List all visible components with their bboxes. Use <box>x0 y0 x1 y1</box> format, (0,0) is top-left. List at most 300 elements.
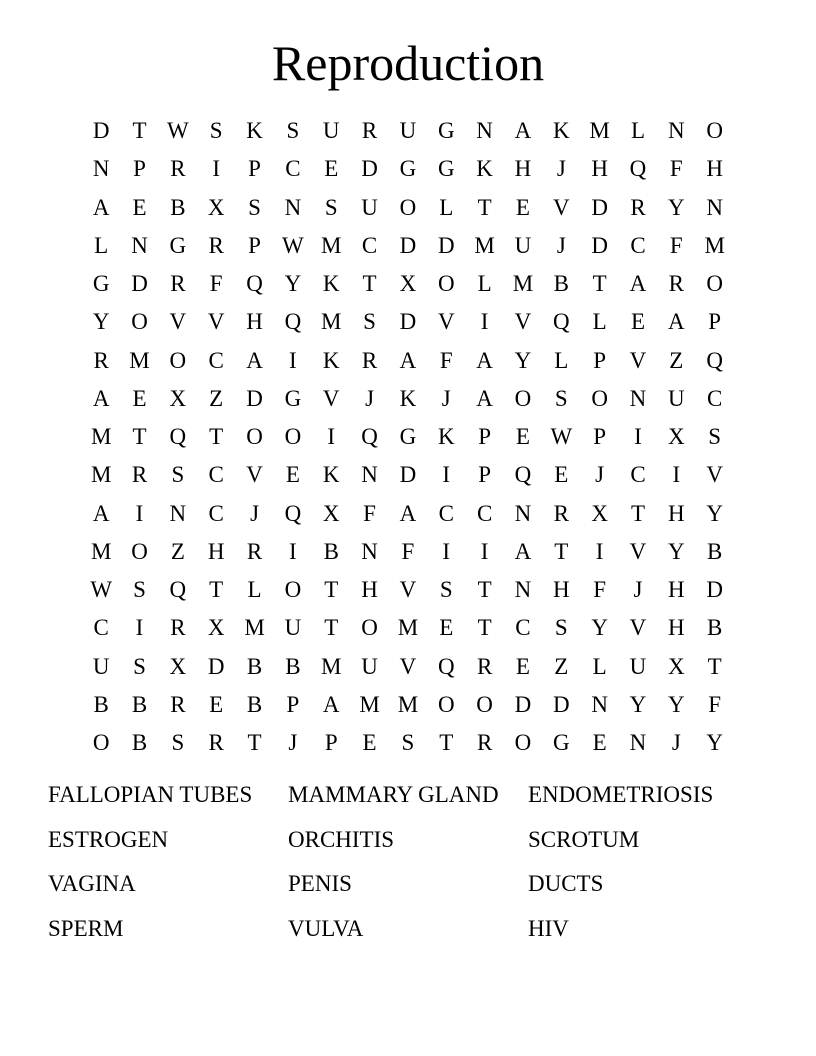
grid-letter[interactable]: R <box>208 232 224 258</box>
grid-letter[interactable]: J <box>595 462 605 488</box>
grid-letter[interactable]: C <box>285 156 301 182</box>
grid-letter[interactable]: Y <box>92 309 110 335</box>
grid-letter[interactable]: S <box>209 118 223 143</box>
grid-letter[interactable]: O <box>361 615 378 641</box>
grid-letter[interactable]: E <box>515 424 530 449</box>
grid-letter[interactable]: K <box>437 424 455 449</box>
grid-letter[interactable]: B <box>323 538 339 564</box>
grid-letter[interactable]: A <box>668 309 685 335</box>
grid-letter[interactable]: E <box>132 194 147 220</box>
grid-letter[interactable]: P <box>708 309 722 335</box>
grid-row <box>82 571 734 609</box>
grid-letter[interactable]: G <box>399 156 417 182</box>
grid-letter[interactable]: C <box>93 615 109 641</box>
grid-letter[interactable]: I <box>442 538 451 564</box>
word-list-item: ESTROGEN <box>48 826 169 852</box>
grid-letter[interactable]: O <box>399 194 417 220</box>
grid-letter[interactable]: W <box>167 118 189 143</box>
grid-letter[interactable]: Q <box>284 309 302 335</box>
grid-letter[interactable]: R <box>361 118 378 143</box>
grid-letter[interactable]: L <box>554 347 569 373</box>
grid-letter[interactable]: H <box>668 500 685 526</box>
grid-letter[interactable]: V <box>322 385 340 411</box>
grid-letter[interactable]: Y <box>668 538 685 564</box>
grid-letter[interactable]: X <box>169 385 187 411</box>
grid-letter[interactable]: F <box>209 271 223 296</box>
grid-letter[interactable]: I <box>327 424 336 449</box>
grid-letter[interactable]: N <box>591 691 608 717</box>
grid-letter[interactable]: E <box>630 309 646 335</box>
grid-letter[interactable]: V <box>399 653 417 679</box>
word-list <box>48 778 768 957</box>
grid-letter[interactable]: L <box>247 577 262 602</box>
grid-letter[interactable]: V <box>629 347 647 373</box>
grid-letter[interactable]: C <box>208 347 224 373</box>
grid-letter[interactable]: X <box>169 653 187 679</box>
grid-letter[interactable]: P <box>133 156 146 182</box>
grid-letter[interactable]: W <box>282 232 304 258</box>
grid-letter[interactable]: X <box>399 271 417 296</box>
grid-letter[interactable]: D <box>591 232 608 258</box>
grid-letter[interactable]: O <box>591 385 608 411</box>
grid-letter[interactable]: E <box>439 615 454 641</box>
grid-letter[interactable]: L <box>477 271 492 296</box>
grid-letter[interactable]: I <box>672 462 681 488</box>
grid-letter[interactable]: G <box>92 271 110 296</box>
grid-letter[interactable]: T <box>324 577 339 602</box>
grid-letter[interactable]: Q <box>169 424 187 449</box>
grid-letter[interactable]: I <box>135 615 144 641</box>
grid-letter[interactable]: V <box>399 577 417 602</box>
grid-letter[interactable]: J <box>556 156 566 182</box>
grid-letter[interactable]: E <box>324 156 339 182</box>
grid-letter[interactable]: Q <box>437 653 455 679</box>
grid-letter[interactable]: D <box>361 156 378 182</box>
grid-letter[interactable]: F <box>439 347 453 373</box>
grid-letter[interactable]: B <box>553 271 569 296</box>
grid-letter[interactable]: J <box>250 500 260 526</box>
grid-letter[interactable]: O <box>131 538 148 564</box>
grid-row <box>82 189 734 227</box>
grid-letter[interactable]: N <box>361 538 378 564</box>
grid-letter[interactable]: G <box>552 730 570 755</box>
grid-letter[interactable]: U <box>514 232 532 258</box>
grid-letter[interactable]: N <box>476 118 493 143</box>
grid-letter[interactable]: T <box>324 615 339 641</box>
grid-letter[interactable]: M <box>321 309 342 335</box>
grid-letter[interactable]: R <box>131 462 148 488</box>
grid-letter[interactable]: N <box>284 194 302 220</box>
grid-letter[interactable]: T <box>554 538 569 564</box>
grid-letter[interactable]: X <box>591 500 608 526</box>
grid-letter[interactable]: N <box>514 577 532 602</box>
grid-letter[interactable]: A <box>399 500 417 526</box>
grid-letter[interactable]: U <box>399 118 417 143</box>
grid-letter[interactable]: M <box>704 232 725 258</box>
grid-letter[interactable]: M <box>129 347 150 373</box>
grid-letter[interactable]: Z <box>554 653 569 679</box>
grid-letter[interactable]: Z <box>209 385 224 411</box>
grid-letter[interactable]: S <box>248 194 261 220</box>
grid-letter[interactable]: U <box>361 194 378 220</box>
grid-letter[interactable]: W <box>550 424 573 449</box>
grid-letter[interactable]: F <box>708 691 722 717</box>
grid-letter[interactable]: R <box>361 347 378 373</box>
grid-letter[interactable]: P <box>324 730 338 755</box>
grid-letter[interactable]: S <box>554 385 568 411</box>
grid-letter[interactable]: Y <box>591 615 608 641</box>
grid-letter[interactable]: D <box>399 462 417 488</box>
grid-letter[interactable]: W <box>90 577 113 602</box>
grid-letter[interactable]: O <box>706 271 723 296</box>
grid-letter[interactable]: T <box>592 271 607 296</box>
grid-letter[interactable]: O <box>169 347 187 373</box>
grid-letter[interactable]: I <box>595 538 604 564</box>
grid-letter[interactable]: A <box>246 347 263 373</box>
grid-letter[interactable]: I <box>289 538 297 564</box>
grid-letter[interactable]: R <box>170 156 186 182</box>
grid-letter[interactable]: Y <box>514 347 532 373</box>
grid-letter[interactable]: V <box>706 462 723 488</box>
grid-letter[interactable]: Q <box>514 462 532 488</box>
grid-letter[interactable]: Q <box>552 309 570 335</box>
grid-letter[interactable]: J <box>633 577 643 602</box>
grid-letter[interactable]: Z <box>170 538 185 564</box>
grid-letter[interactable]: U <box>284 615 302 641</box>
grid-letter[interactable]: H <box>706 156 723 182</box>
grid-letter[interactable]: T <box>132 118 147 143</box>
grid-letter[interactable]: S <box>708 424 722 449</box>
grid-letter[interactable]: R <box>668 271 684 296</box>
grid-letter[interactable]: T <box>707 653 722 679</box>
grid-letter[interactable]: P <box>593 347 607 373</box>
grid-letter[interactable]: R <box>476 730 493 755</box>
grid-letter[interactable]: R <box>170 271 186 296</box>
grid-letter[interactable]: H <box>514 156 532 182</box>
word-list-row <box>48 867 768 912</box>
grid-letter[interactable]: E <box>362 730 377 755</box>
grid-letter[interactable]: D <box>92 118 110 143</box>
grid-letter[interactable]: E <box>209 691 224 717</box>
grid-letter[interactable]: B <box>131 691 148 717</box>
grid-letter[interactable]: X <box>668 424 685 449</box>
grid-letter[interactable]: T <box>209 577 224 602</box>
grid-letter[interactable]: O <box>284 577 302 602</box>
grid-letter[interactable]: C <box>630 462 646 488</box>
grid-letter[interactable]: M <box>397 691 419 717</box>
grid-letter[interactable]: Y <box>706 730 723 755</box>
grid-row <box>82 227 734 265</box>
grid-letter[interactable]: B <box>93 691 109 717</box>
grid-letter[interactable]: H <box>361 577 378 602</box>
grid-letter[interactable]: N <box>361 462 378 488</box>
grid-letter[interactable]: K <box>322 462 340 488</box>
grid-letter[interactable]: M <box>244 615 265 641</box>
grid-letter[interactable]: Q <box>361 424 378 449</box>
grid-letter[interactable]: J <box>441 385 451 411</box>
grid-letter[interactable]: E <box>592 730 607 755</box>
grid-row <box>82 609 734 647</box>
grid-letter[interactable]: A <box>92 500 110 526</box>
grid-letter[interactable]: K <box>399 385 417 411</box>
grid-letter[interactable]: G <box>437 156 455 182</box>
grid-letter[interactable]: M <box>512 271 534 296</box>
grid-letter[interactable]: B <box>285 653 301 679</box>
grid-letter[interactable]: M <box>589 118 610 143</box>
grid-letter[interactable]: N <box>131 232 148 258</box>
grid-letter[interactable]: N <box>668 118 685 143</box>
grid-letter[interactable]: N <box>514 500 532 526</box>
grid-letter[interactable]: M <box>90 538 112 564</box>
grid-letter[interactable]: Y <box>284 271 302 296</box>
grid-letter[interactable]: T <box>362 271 377 296</box>
grid-letter[interactable]: I <box>442 462 451 488</box>
grid-letter[interactable]: C <box>208 500 224 526</box>
word-list-item: ORCHITIS <box>288 826 395 852</box>
grid-letter[interactable]: D <box>207 653 225 679</box>
grid-letter[interactable]: V <box>629 538 647 564</box>
grid-letter[interactable]: R <box>170 615 186 641</box>
grid-letter[interactable]: R <box>93 347 109 373</box>
grid-letter[interactable]: N <box>629 385 647 411</box>
grid-letter[interactable]: J <box>556 232 566 258</box>
grid-letter[interactable]: K <box>322 347 340 373</box>
grid-letter[interactable]: D <box>131 271 148 296</box>
grid-letter[interactable]: O <box>246 424 263 449</box>
grid-letter[interactable]: O <box>131 309 148 335</box>
grid-row <box>82 380 734 418</box>
grid-letter[interactable]: T <box>477 577 492 602</box>
grid-letter[interactable]: B <box>246 653 263 679</box>
grid-letter[interactable]: G <box>284 385 302 411</box>
grid-letter[interactable]: Z <box>669 347 684 373</box>
grid-letter[interactable]: A <box>322 691 340 717</box>
grid-letter[interactable]: D <box>514 691 532 717</box>
grid-letter[interactable]: O <box>284 424 302 449</box>
grid-letter[interactable]: K <box>322 271 340 296</box>
grid-letter[interactable]: I <box>634 424 642 449</box>
grid-letter[interactable]: N <box>169 500 187 526</box>
grid-letter[interactable]: Q <box>706 347 723 373</box>
grid-letter[interactable]: S <box>133 577 146 602</box>
grid-letter[interactable]: F <box>401 538 415 564</box>
grid-letter[interactable]: M <box>359 691 380 717</box>
grid-letter[interactable]: I <box>480 538 489 564</box>
word-list-item: SCROTUM <box>528 826 640 852</box>
grid-letter[interactable]: I <box>135 500 144 526</box>
word-list-item: VULVA <box>288 916 364 942</box>
grid-letter[interactable]: U <box>668 385 685 411</box>
grid-letter[interactable]: K <box>246 118 263 143</box>
grid-letter[interactable]: U <box>92 653 110 679</box>
grid-letter[interactable]: L <box>592 309 607 335</box>
grid-letter[interactable]: N <box>92 156 110 182</box>
grid-letter[interactable]: A <box>476 347 493 373</box>
grid-letter[interactable]: V <box>246 462 263 488</box>
grid-letter[interactable]: X <box>207 615 225 641</box>
grid-letter[interactable]: V <box>552 194 570 220</box>
grid-letter[interactable]: R <box>476 653 493 679</box>
grid-letter[interactable]: S <box>363 309 376 335</box>
grid-letter[interactable]: M <box>474 232 495 258</box>
grid-letter[interactable]: R <box>630 194 646 220</box>
grid-letter[interactable]: Q <box>284 500 302 526</box>
grid-letter[interactable]: B <box>707 538 723 564</box>
grid-letter[interactable]: Q <box>246 271 263 296</box>
grid-letter[interactable]: N <box>706 194 723 220</box>
grid-letter[interactable]: R <box>553 500 569 526</box>
grid-letter[interactable]: D <box>437 232 455 258</box>
grid-letter[interactable]: O <box>514 730 532 755</box>
grid-letter[interactable]: S <box>324 194 338 220</box>
grid-letter[interactable]: Y <box>706 500 723 526</box>
grid-letter[interactable]: O <box>476 691 493 717</box>
grid-letter[interactable]: X <box>668 653 685 679</box>
grid-letter[interactable]: E <box>285 462 300 488</box>
grid-letter[interactable]: U <box>322 118 340 143</box>
grid-letter[interactable]: D <box>399 232 417 258</box>
grid-letter[interactable]: R <box>170 691 186 717</box>
grid-letter[interactable]: A <box>399 347 417 373</box>
grid-letter[interactable]: G <box>169 232 187 258</box>
grid-letter[interactable]: Y <box>629 691 647 717</box>
grid-letter[interactable]: S <box>401 730 415 755</box>
grid-letter[interactable]: K <box>476 156 493 182</box>
grid-letter[interactable]: Y <box>668 691 685 717</box>
grid-letter[interactable]: H <box>246 309 263 335</box>
grid-letter[interactable]: S <box>439 577 453 602</box>
grid-letter[interactable]: V <box>207 309 225 335</box>
grid-letter[interactable]: C <box>707 385 723 411</box>
grid-letter[interactable]: S <box>133 653 146 679</box>
grid-letter[interactable]: B <box>131 730 148 755</box>
grid-letter[interactable]: M <box>397 615 419 641</box>
grid-letter[interactable]: S <box>554 615 568 641</box>
grid-letter[interactable]: V <box>169 309 187 335</box>
grid-letter[interactable]: P <box>478 424 491 449</box>
grid-letter[interactable]: P <box>248 232 261 258</box>
grid-letter[interactable]: N <box>629 730 647 755</box>
grid-letter[interactable]: C <box>630 232 646 258</box>
grid-letter[interactable]: H <box>668 577 685 602</box>
grid-letter[interactable]: E <box>132 385 147 411</box>
grid-letter[interactable]: J <box>288 730 298 755</box>
grid-letter[interactable]: H <box>591 156 608 182</box>
grid-letter[interactable]: S <box>286 118 300 143</box>
grid-letter[interactable]: M <box>321 653 342 679</box>
grid-letter[interactable]: L <box>94 232 109 258</box>
grid-letter[interactable]: F <box>363 500 376 526</box>
grid-letter[interactable]: A <box>514 538 532 564</box>
grid-letter[interactable]: T <box>209 424 224 449</box>
grid-letter[interactable]: F <box>669 156 683 182</box>
grid-letter[interactable]: Q <box>629 156 647 182</box>
grid-letter[interactable]: I <box>480 309 489 335</box>
grid-letter[interactable]: Y <box>668 194 685 220</box>
grid-letter[interactable]: I <box>289 347 297 373</box>
grid-letter[interactable]: T <box>477 615 492 641</box>
grid-letter[interactable]: H <box>207 538 225 564</box>
grid-letter[interactable]: B <box>707 615 723 641</box>
grid-letter[interactable]: M <box>90 424 112 449</box>
grid-letter[interactable]: S <box>171 730 185 755</box>
grid-letter[interactable]: A <box>629 271 647 296</box>
grid-letter[interactable]: E <box>554 462 569 488</box>
grid-letter[interactable]: P <box>593 424 607 449</box>
grid-letter[interactable]: T <box>132 424 147 449</box>
grid-letter[interactable]: F <box>593 577 607 602</box>
grid-letter[interactable]: B <box>170 194 186 220</box>
grid-letter[interactable]: V <box>514 309 532 335</box>
grid-letter[interactable]: M <box>321 232 342 258</box>
grid-letter[interactable]: R <box>246 538 263 564</box>
grid-letter[interactable]: G <box>437 118 455 143</box>
grid-letter[interactable]: A <box>92 194 110 220</box>
grid-letter[interactable]: C <box>361 232 378 258</box>
grid-letter[interactable]: G <box>399 424 417 449</box>
grid-letter[interactable]: O <box>92 730 110 755</box>
grid-letter[interactable]: D <box>246 385 263 411</box>
grid-letter[interactable]: T <box>247 730 262 755</box>
grid-letter[interactable]: X <box>322 500 340 526</box>
grid-letter[interactable]: D <box>552 691 570 717</box>
grid-letter[interactable]: E <box>515 653 530 679</box>
grid-letter[interactable]: H <box>552 577 570 602</box>
grid-letter[interactable]: J <box>365 385 375 411</box>
grid-letter[interactable]: D <box>399 309 417 335</box>
grid-letter[interactable]: C <box>476 500 493 526</box>
grid-letter[interactable]: P <box>248 156 261 182</box>
grid-letter[interactable]: I <box>212 156 221 182</box>
grid-letter[interactable]: U <box>629 653 647 679</box>
grid-letter[interactable]: T <box>439 730 454 755</box>
grid-letter[interactable]: A <box>514 118 532 143</box>
grid-letter[interactable]: U <box>361 653 378 679</box>
grid-letter[interactable]: O <box>706 118 723 143</box>
grid-letter[interactable]: P <box>478 462 491 488</box>
grid-letter[interactable]: L <box>630 118 646 143</box>
grid-letter[interactable]: O <box>514 385 532 411</box>
grid-letter[interactable]: C <box>438 500 454 526</box>
grid-letter[interactable]: K <box>552 118 570 143</box>
grid-letter[interactable]: E <box>515 194 530 220</box>
grid-letter[interactable]: O <box>437 691 455 717</box>
grid-letter[interactable]: V <box>437 309 455 335</box>
grid-letter[interactable]: V <box>629 615 647 641</box>
grid-letter[interactable]: A <box>92 385 110 411</box>
grid-letter[interactable]: R <box>208 730 224 755</box>
grid-letter[interactable]: M <box>90 462 112 488</box>
grid-letter[interactable]: L <box>592 653 607 679</box>
grid-letter[interactable]: B <box>246 691 263 717</box>
grid-letter[interactable]: L <box>439 194 454 220</box>
grid-letter[interactable]: Q <box>169 577 187 602</box>
grid-letter[interactable]: A <box>476 385 493 411</box>
grid-letter[interactable]: D <box>706 577 723 602</box>
grid-letter[interactable]: O <box>437 271 455 296</box>
grid-letter[interactable]: J <box>671 730 681 755</box>
grid-letter[interactable]: P <box>286 691 300 717</box>
grid-letter[interactable]: X <box>207 194 225 220</box>
grid-letter[interactable]: S <box>171 462 185 488</box>
grid-letter[interactable]: F <box>669 232 683 258</box>
grid-letter[interactable]: H <box>668 615 685 641</box>
grid-letter[interactable]: T <box>630 500 646 526</box>
grid-letter[interactable]: C <box>208 462 224 488</box>
grid-letter[interactable]: T <box>477 194 492 220</box>
grid-letter[interactable]: C <box>515 615 531 641</box>
grid-letter[interactable]: D <box>591 194 608 220</box>
